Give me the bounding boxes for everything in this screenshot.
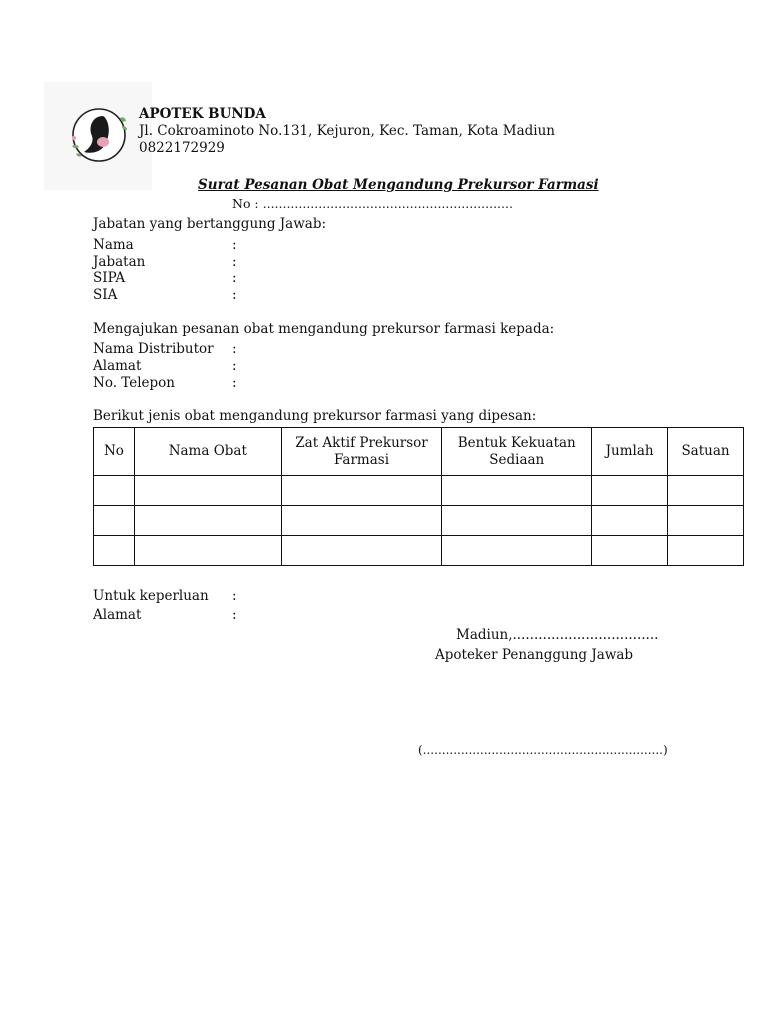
table-cell[interactable]: [442, 536, 592, 566]
field-colon: :: [232, 237, 237, 253]
table-cell[interactable]: [134, 476, 281, 506]
signature-date-line: Madiun,..................................: [456, 627, 659, 643]
table-cell[interactable]: [442, 506, 592, 536]
column-header-jumlah: Jumlah: [592, 428, 668, 476]
column-header-nama-obat: Nama Obat: [134, 428, 281, 476]
field-label-sipa: SIPA: [93, 270, 126, 286]
column-header-zat-aktif: Zat Aktif Prekursor Farmasi: [281, 428, 442, 476]
order-heading: Berikut jenis obat mengandung prekursor farmasi yang dipesan:: [93, 408, 537, 424]
document-number-line: No : ...............................................................: [232, 196, 513, 211]
field-label-sia: SIA: [93, 287, 118, 303]
table-header-row: [94, 428, 744, 476]
signature-name-line: (...............................................................): [418, 743, 668, 757]
responsible-heading: Jabatan yang bertanggung Jawab:: [93, 216, 327, 232]
table-cell[interactable]: [668, 506, 744, 536]
table-cell[interactable]: [94, 476, 135, 506]
table-cell[interactable]: [94, 536, 135, 566]
field-colon: :: [232, 341, 237, 357]
column-header-bentuk-kekuatan: Bentuk Kekuatan Sediaan: [442, 428, 592, 476]
pharmacy-address: Jl. Cokroaminoto No.131, Kejuron, Kec. Taman, Kota Madiun: [139, 123, 555, 139]
pharmacy-name: APOTEK BUNDA: [139, 106, 266, 122]
table-cell[interactable]: [668, 536, 744, 566]
document-title: Surat Pesanan Obat Mengandung Prekursor Farmasi: [198, 177, 599, 193]
table-cell[interactable]: [134, 536, 281, 566]
table-row: [94, 506, 744, 536]
pharmacy-phone: 0822172929: [139, 140, 225, 156]
mother-baby-logo-icon: [70, 106, 130, 164]
field-colon: :: [232, 358, 237, 374]
field-label-nama-distributor: Nama Distributor: [93, 341, 214, 357]
table-cell[interactable]: [668, 476, 744, 506]
table-cell[interactable]: [442, 476, 592, 506]
column-header-satuan: Satuan: [668, 428, 744, 476]
signature-role: Apoteker Penanggung Jawab: [435, 647, 634, 663]
table-row: [94, 536, 744, 566]
field-colon: :: [232, 588, 237, 604]
field-label-keperluan: Untuk keperluan: [93, 588, 209, 604]
table-cell[interactable]: [592, 476, 668, 506]
table-row: [94, 476, 744, 506]
field-colon: :: [232, 375, 237, 391]
table-cell[interactable]: [281, 536, 442, 566]
distributor-heading: Mengajukan pesanan obat mengandung prekursor farmasi kepada:: [93, 321, 555, 337]
field-label-alamat: Alamat: [93, 358, 142, 374]
table-cell[interactable]: [592, 506, 668, 536]
field-colon: :: [232, 607, 237, 623]
table-cell[interactable]: [281, 506, 442, 536]
table-cell[interactable]: [592, 536, 668, 566]
field-label-jabatan: Jabatan: [93, 254, 146, 270]
table-cell[interactable]: [94, 506, 135, 536]
table-cell[interactable]: [281, 476, 442, 506]
field-label-telepon: No. Telepon: [93, 375, 176, 391]
field-colon: :: [232, 287, 237, 303]
table-cell[interactable]: [134, 506, 281, 536]
field-colon: :: [232, 270, 237, 286]
field-colon: :: [232, 254, 237, 270]
column-header-no: No: [94, 428, 135, 476]
order-table: [93, 427, 744, 566]
field-label-nama: Nama: [93, 237, 134, 253]
field-label-alamat-keperluan: Alamat: [93, 607, 142, 623]
